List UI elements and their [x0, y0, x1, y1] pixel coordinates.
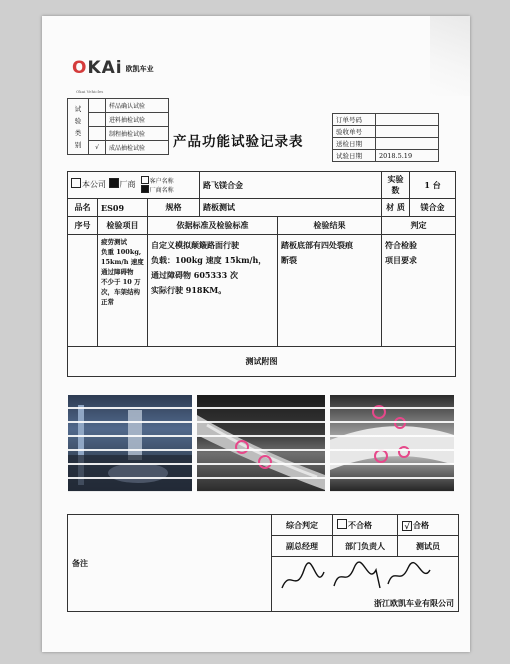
- checkbox-filled[interactable]: [109, 178, 119, 188]
- test-photo-3: [330, 395, 454, 492]
- checkbox-checked[interactable]: √: [402, 521, 412, 531]
- test-judgement: 符合检验 项目要求: [382, 235, 456, 347]
- checkbox[interactable]: [89, 99, 106, 113]
- test-photo-2: [197, 395, 325, 492]
- handwritten-signatures: [276, 558, 436, 598]
- page-curl: [430, 16, 470, 96]
- test-type-option: 样品确认试验: [106, 99, 169, 113]
- material-value: 镁合金: [410, 199, 456, 217]
- signature-area: [272, 557, 459, 612]
- remarks-cell: 备注: [68, 515, 272, 612]
- test-type-label: 试 验 类 别: [68, 99, 89, 155]
- test-result: 踏板底部有四处裂痕 断裂: [278, 235, 382, 347]
- test-photo-1: [68, 395, 192, 492]
- test-type-option: 进料抽检试验: [106, 113, 169, 127]
- checkbox[interactable]: [89, 127, 106, 141]
- customer-value: 路飞镁合金: [200, 172, 382, 199]
- company-name: 浙江欧凯车业有限公司: [374, 598, 454, 608]
- qty-label: 实验数: [382, 172, 410, 199]
- pass-option[interactable]: √ 合格: [398, 515, 459, 536]
- test-type-option: 制程抽检试验: [106, 127, 169, 141]
- checkbox[interactable]: [89, 113, 106, 127]
- document-page: [42, 16, 470, 652]
- checkbox[interactable]: [71, 178, 81, 188]
- company-logo: OKAi 欧凯车业 Okai Vehicles: [72, 58, 154, 94]
- test-type-selector: [67, 98, 169, 155]
- approval-table: 备注 综合判定 不合格 √ 合格 副总经理 部门负责人 测试员 浙江欧凯车业有限公司: [67, 514, 459, 612]
- test-record-table: 本公司 厂商 客户名称 厂商名称 路飞镁合金 实验数 1 台 品名 ES09 规格 踏板测试 材 质 镁合金 序号 检验项目 依据标准及检验标准 检验结果 判定 疲劳测试 负重 100kg, 15km/h 速度 通过障碍物 不少于 10 万 次，车架结构 正常 自定义模拟颠簸路面行驶 负载：100kg 速度 15km/h， 通过障碍物 605333 次 实际行驶 918KM。 踏板底部有四处裂痕 断裂 符合检验 项目要求 测试附图: [67, 171, 456, 377]
- test-type-option: 成品抽检试验: [106, 141, 169, 155]
- checkbox-checked[interactable]: √: [89, 141, 106, 155]
- record-meta-table: 订单号码 验收单号 送检日期 试验日期 2018.5.19: [332, 113, 439, 162]
- photos-title: 测试附图: [68, 347, 456, 377]
- model-value: ES09: [98, 199, 148, 217]
- checkbox[interactable]: [337, 519, 347, 529]
- test-standard: 自定义模拟颠簸路面行驶 负载：100kg 速度 15km/h， 通过障碍物 605333 次 实际行驶 918KM。: [148, 235, 278, 347]
- spec-value: 踏板测试: [200, 199, 382, 217]
- test-date[interactable]: 2018.5.19: [376, 150, 439, 162]
- qty-value: 1 台: [410, 172, 456, 199]
- test-photos: [68, 395, 454, 492]
- page-title: 产品功能试验记录表: [173, 134, 304, 150]
- fail-option[interactable]: 不合格: [333, 515, 398, 536]
- test-item: 疲劳测试 负重 100kg, 15km/h 速度 通过障碍物 不少于 10 万 次，车架结构 正常: [98, 235, 148, 347]
- company-vendor-cell: 本公司 厂商 客户名称 厂商名称: [68, 172, 200, 199]
